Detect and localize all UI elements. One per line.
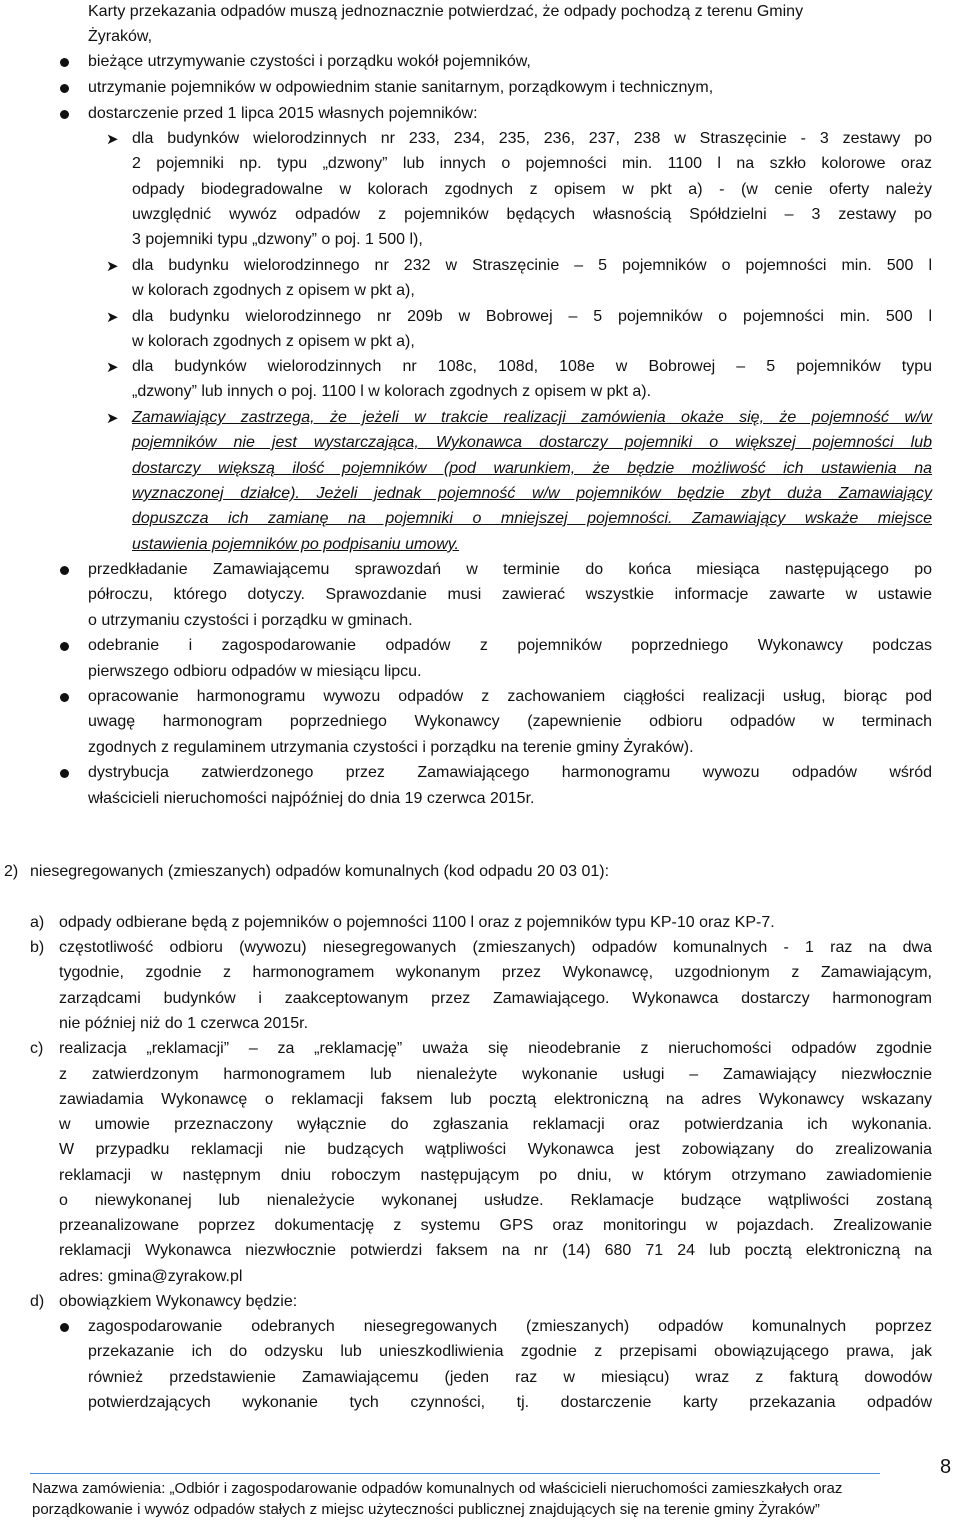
item-label: d): [30, 1293, 45, 1310]
section-number: 2): [4, 863, 19, 880]
list-item: dla budynku wielorodzinnego nr 232 w Straszęcinie – 5 pojemników o pojemności min. 500 l: [132, 257, 932, 274]
bullet-icon: [60, 642, 69, 651]
arrow-bullet-icon: ➤: [106, 358, 119, 376]
bullet-icon: [60, 58, 69, 67]
list-item: Zamawiający zastrzega, że jeżeli w trakcie realizacji zamówienia okaże się, że pojemność w/w: [132, 409, 932, 426]
bullet-icon: [60, 1323, 69, 1332]
list-item: odebranie i zagospodarowanie odpadów z pojemników poprzedniego Wykonawcy podczas: [88, 637, 932, 654]
list-item: reklamacji Wykonawca niezwłocznie potwierdzi faksem na nr (14) 680 71 24 lub pocztą elektroniczną na: [59, 1242, 932, 1259]
list-item: realizacja „reklamacji” – za „reklamację” uważa się nieodebranie z nieruchomości odpadów zgodnie: [59, 1040, 932, 1057]
list-item: dostarczy większą ilość pojemników (pod warunkiem, że będzie możliwość ich ustawienia na: [132, 460, 932, 477]
list-item: nie później niż do 1 czerwca 2015r.: [59, 1015, 309, 1032]
bullet-icon: [60, 693, 69, 702]
arrow-bullet-icon: ➤: [106, 308, 119, 326]
list-item: wyznaczonej działce). Jeżeli jednak pojemność w/w pojemników będzie zbyt duża Zamawiający: [132, 485, 932, 502]
list-item: półroczu, którego dotyczy. Sprawozdanie musi zawierać wszystkie informacje zawarte w ustawie: [88, 586, 932, 603]
list-item: potwierdzających wykonanie tych czynności, tj. dostarczenie karty przekazania odpadów: [88, 1394, 932, 1411]
paragraph-line: Żyraków,: [88, 28, 153, 45]
arrow-bullet-icon: ➤: [106, 257, 119, 275]
list-item: pojemników nie jest wystarczająca, Wykonawca dostarczy pojemniki o większej pojemności lub: [132, 434, 932, 451]
list-item: częstotliwość odbioru (wywozu) niesegregowanych (zmieszanych) odpadów komunalnych - 1 raz na dwa: [59, 939, 932, 956]
footer-text: porządkowanie i wywóz odpadów stałych z miejsc użyteczności publicznej znajdujących się na terenie gminy Żyraków”: [32, 1501, 820, 1518]
list-item: uwagę harmonogram poprzedniego Wykonawcy (zapewnienie odbioru odpadów w terminach: [88, 713, 932, 730]
list-item: dopuszcza ich zamianę na pojemniki o mniejszej pojemności. Zamawiający wskaże miejsce: [132, 510, 932, 527]
list-item: reklamacji w następnym dniu roboczym następującym po dniu, w którym otrzymano zawiadomienie: [59, 1167, 932, 1184]
list-item: tygodnie, zgodnie z harmonogramem wykonanym przez Wykonawcę, uzgodnionym z Zamawiającym,: [59, 964, 932, 981]
list-item: o niewykonanej lub nienależycie wykonanej usłudze. Reklamacje budzące wątpliwości zostaną: [59, 1192, 932, 1209]
section-heading: niesegregowanych (zmieszanych) odpadów komunalnych (kod odpadu 20 03 01):: [30, 863, 610, 880]
list-item: 3 pojemniki typu „dzwony” o poj. 1 500 l),: [132, 231, 423, 248]
footer-divider: [30, 1473, 880, 1474]
list-item: również przedstawienie Zamawiającemu (jeden raz w miesiącu) wraz z fakturą dowodów: [88, 1369, 932, 1386]
item-label: b): [30, 939, 45, 956]
list-item: odpady odbierane będą z pojemników o pojemności 1100 l oraz z pojemników typu KP-10 oraz KP-7.: [59, 914, 775, 931]
bullet-icon: [60, 769, 69, 778]
list-item: przeanalizowane poprzez dokumentację z systemu GPS oraz monitoringu w pojazdach. Zrealizowanie: [59, 1217, 932, 1234]
bullet-icon: [60, 566, 69, 575]
bullet-icon: [60, 84, 69, 93]
item-label: c): [30, 1040, 44, 1057]
list-item: dla budynku wielorodzinnego nr 209b w Bobrowej – 5 pojemników o pojemności min. 500 l: [132, 308, 932, 325]
list-item: odpady biodegradowalne w kolorach zgodnych z opisem w pkt a) - (w cenie oferty należy: [132, 181, 932, 198]
list-item: obowiązkiem Wykonawcy będzie:: [59, 1293, 298, 1310]
arrow-bullet-icon: ➤: [106, 409, 119, 427]
list-item: ustawienia pojemników po podpisaniu umowy.: [132, 536, 459, 553]
list-item: zgodnych z regulaminem utrzymania czystości i porządku na terenie gminy Żyraków).: [88, 739, 694, 756]
list-item: przekazanie ich do odzysku lub unieszkodliwienia zgodnie z przepisami obowiązującego prawa, jak: [88, 1343, 932, 1360]
list-item: pierwszego odbioru odpadów w miesiącu lipcu.: [88, 663, 422, 680]
list-item: dystrybucja zatwierdzonego przez Zamawiającego harmonogramu wywozu odpadów wśród: [88, 764, 932, 781]
list-item: bieżące utrzymywanie czystości i porządku wokół pojemników,: [88, 53, 531, 70]
list-item: dla budynków wielorodzinnych nr 233, 234, 235, 236, 237, 238 w Straszęcinie - 3 zestawy po: [132, 130, 932, 147]
footer-text: Nazwa zamówienia: „Odbiór i zagospodarowanie odpadów komunalnych od właścicieli nieruchomości zamieszkałych oraz: [32, 1480, 843, 1497]
bullet-icon: [60, 110, 69, 119]
list-item: opracowanie harmonogramu wywozu odpadów z zachowaniem ciągłości realizacji usług, biorąc pod: [88, 688, 932, 705]
list-item: z zatwierdzonym harmonogramem lub nienależyte wykonanie usługi – Zamawiający niezwłocznie: [59, 1066, 932, 1083]
list-item: dla budynków wielorodzinnych nr 108c, 108d, 108e w Bobrowej – 5 pojemników typu: [132, 358, 932, 375]
list-item: „dzwony” lub innych o poj. 1100 l w kolorach zgodnych z opisem w pkt a).: [132, 383, 652, 400]
list-item: zawiadamia Wykonawcę o reklamacji faksem lub pocztą elektroniczną na adres Wykonawcy wskazany: [59, 1091, 932, 1108]
list-item: przedkładanie Zamawiającemu sprawozdań w terminie do końca miesiąca następującego po: [88, 561, 932, 578]
email-link[interactable]: adres: gmina@zyrakow.pl: [59, 1268, 243, 1285]
list-item: właścicieli nieruchomości najpóźniej do dnia 19 czerwca 2015r.: [88, 790, 535, 807]
list-item: 2 pojemniki np. typu „dzwony” lub innych o pojemności min. 1100 l na szkło kolorowe oraz: [132, 155, 932, 172]
list-item: zarządcami budynków i zaakceptowanym przez Zamawiającego. Wykonawca dostarczy harmonogram: [59, 990, 932, 1007]
list-item: zagospodarowanie odebranych niesegregowanych (zmieszanych) odpadów komunalnych poprzez: [88, 1318, 932, 1335]
arrow-bullet-icon: ➤: [106, 130, 119, 148]
list-item: utrzymanie pojemników w odpowiednim stanie sanitarnym, porządkowym i technicznym,: [88, 79, 714, 96]
list-item: W przypadku reklamacji nie budzących wątpliwości Wykonawca jest zobowiązany do zrealizowania: [59, 1141, 932, 1158]
list-item: w umowie przeznaczony wyłącznie do zgłaszania reklamacji oraz potwierdzania ich wykonania.: [59, 1116, 932, 1133]
list-item: w kolorach zgodnych z opisem w pkt a),: [132, 333, 415, 350]
list-item: uwzględnić wywóz odpadów z pojemników będących własnością Spółdzielni – 3 zestawy po: [132, 206, 932, 223]
item-label: a): [30, 914, 45, 931]
list-item: dostarczenie przed 1 lipca 2015 własnych pojemników:: [88, 105, 478, 122]
list-item: o utrzymaniu czystości i porządku w gminach.: [88, 612, 413, 629]
paragraph-line: Karty przekazania odpadów muszą jednoznacznie potwierdzać, że odpady pochodzą z terenu Gminy: [88, 3, 804, 20]
page-number: 8: [940, 1456, 952, 1478]
list-item: w kolorach zgodnych z opisem w pkt a),: [132, 282, 415, 299]
